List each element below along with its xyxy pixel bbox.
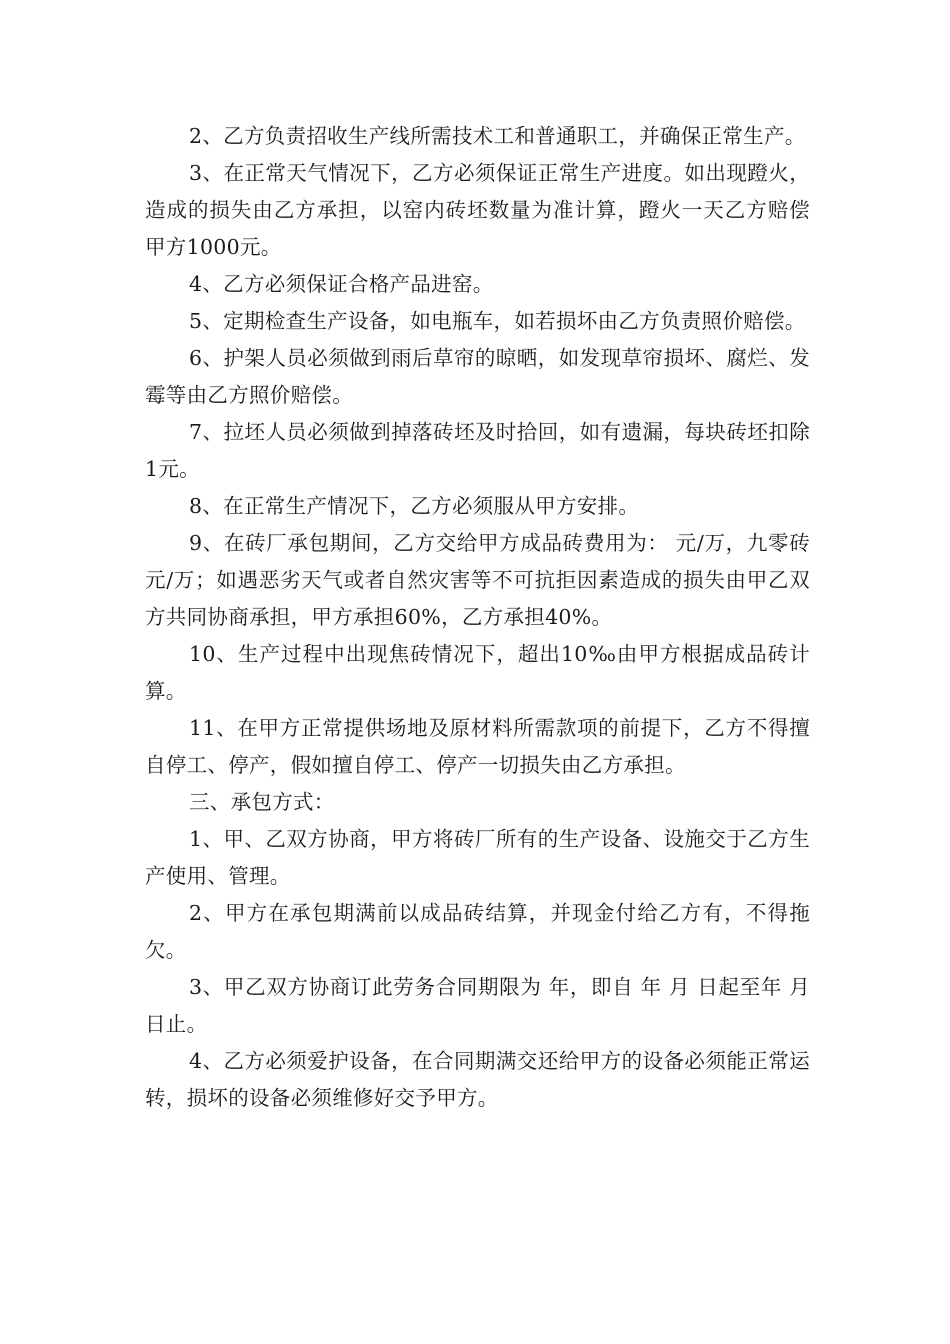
- paragraph-clause-9: 9、在砖厂承包期间，乙方交给甲方成品砖费用为： 元/万，九零砖 元/万；如遇恶劣天气或者自然灾害等不可抗拒因素造成的损失由甲乙双方共同协商承担，甲方承担60%，乙方承担40%。: [145, 531, 810, 629]
- paragraph-clause-8: 8、在正常生产情况下，乙方必须服从甲方安排。: [189, 494, 640, 518]
- paragraph-method-3: 3、甲乙双方协商订此劳务合同期限为 年，即自 年 月 日起至年 月 日止。: [145, 975, 810, 1036]
- paragraph-clause-3: 3、在正常天气情况下，乙方必须保证正常生产进度。如出现蹬火，造成的损失由乙方承担，以窑内砖坯数量为准计算，蹬火一天乙方赔偿甲方1000元。: [145, 161, 810, 259]
- paragraph-clause-6: 6、护架人员必须做到雨后草帘的晾晒，如发现草帘损坏、腐烂、发霉等由乙方照价赔偿。: [145, 346, 810, 407]
- paragraph-clause-5: 5、定期检查生产设备，如电瓶车，如若损坏由乙方负责照价赔偿。: [189, 309, 806, 333]
- section-heading-contract-method: 三、承包方式：: [189, 790, 335, 814]
- paragraph-clause-10: 10、生产过程中出现焦砖情况下，超出10‰由甲方根据成品砖计算。: [145, 642, 810, 703]
- paragraph-clause-7: 7、拉坯人员必须做到掉落砖坯及时拾回，如有遗漏，每块砖坯扣除1元。: [145, 420, 810, 481]
- document-body: [145, 118, 810, 1117]
- paragraph-method-2: 2、甲方在承包期满前以成品砖结算，并现金付给乙方有，不得拖欠。: [145, 901, 810, 962]
- paragraph-method-1: 1、甲、乙双方协商，甲方将砖厂所有的生产设备、设施交于乙方生产使用、管理。: [145, 827, 810, 888]
- paragraph-clause-4: 4、乙方必须保证合格产品进窑。: [189, 272, 494, 296]
- paragraph-method-4: 4、乙方必须爱护设备，在合同期满交还给甲方的设备必须能正常运转，损坏的设备必须维修好交予甲方。: [145, 1049, 810, 1110]
- paragraph-clause-11: 11、在甲方正常提供场地及原材料所需款项的前提下，乙方不得擅自停工、停产，假如擅自停工、停产一切损失由乙方承担。: [145, 716, 810, 777]
- paragraph-clause-2: 2、乙方负责招收生产线所需技术工和普通职工，并确保正常生产。: [189, 124, 806, 148]
